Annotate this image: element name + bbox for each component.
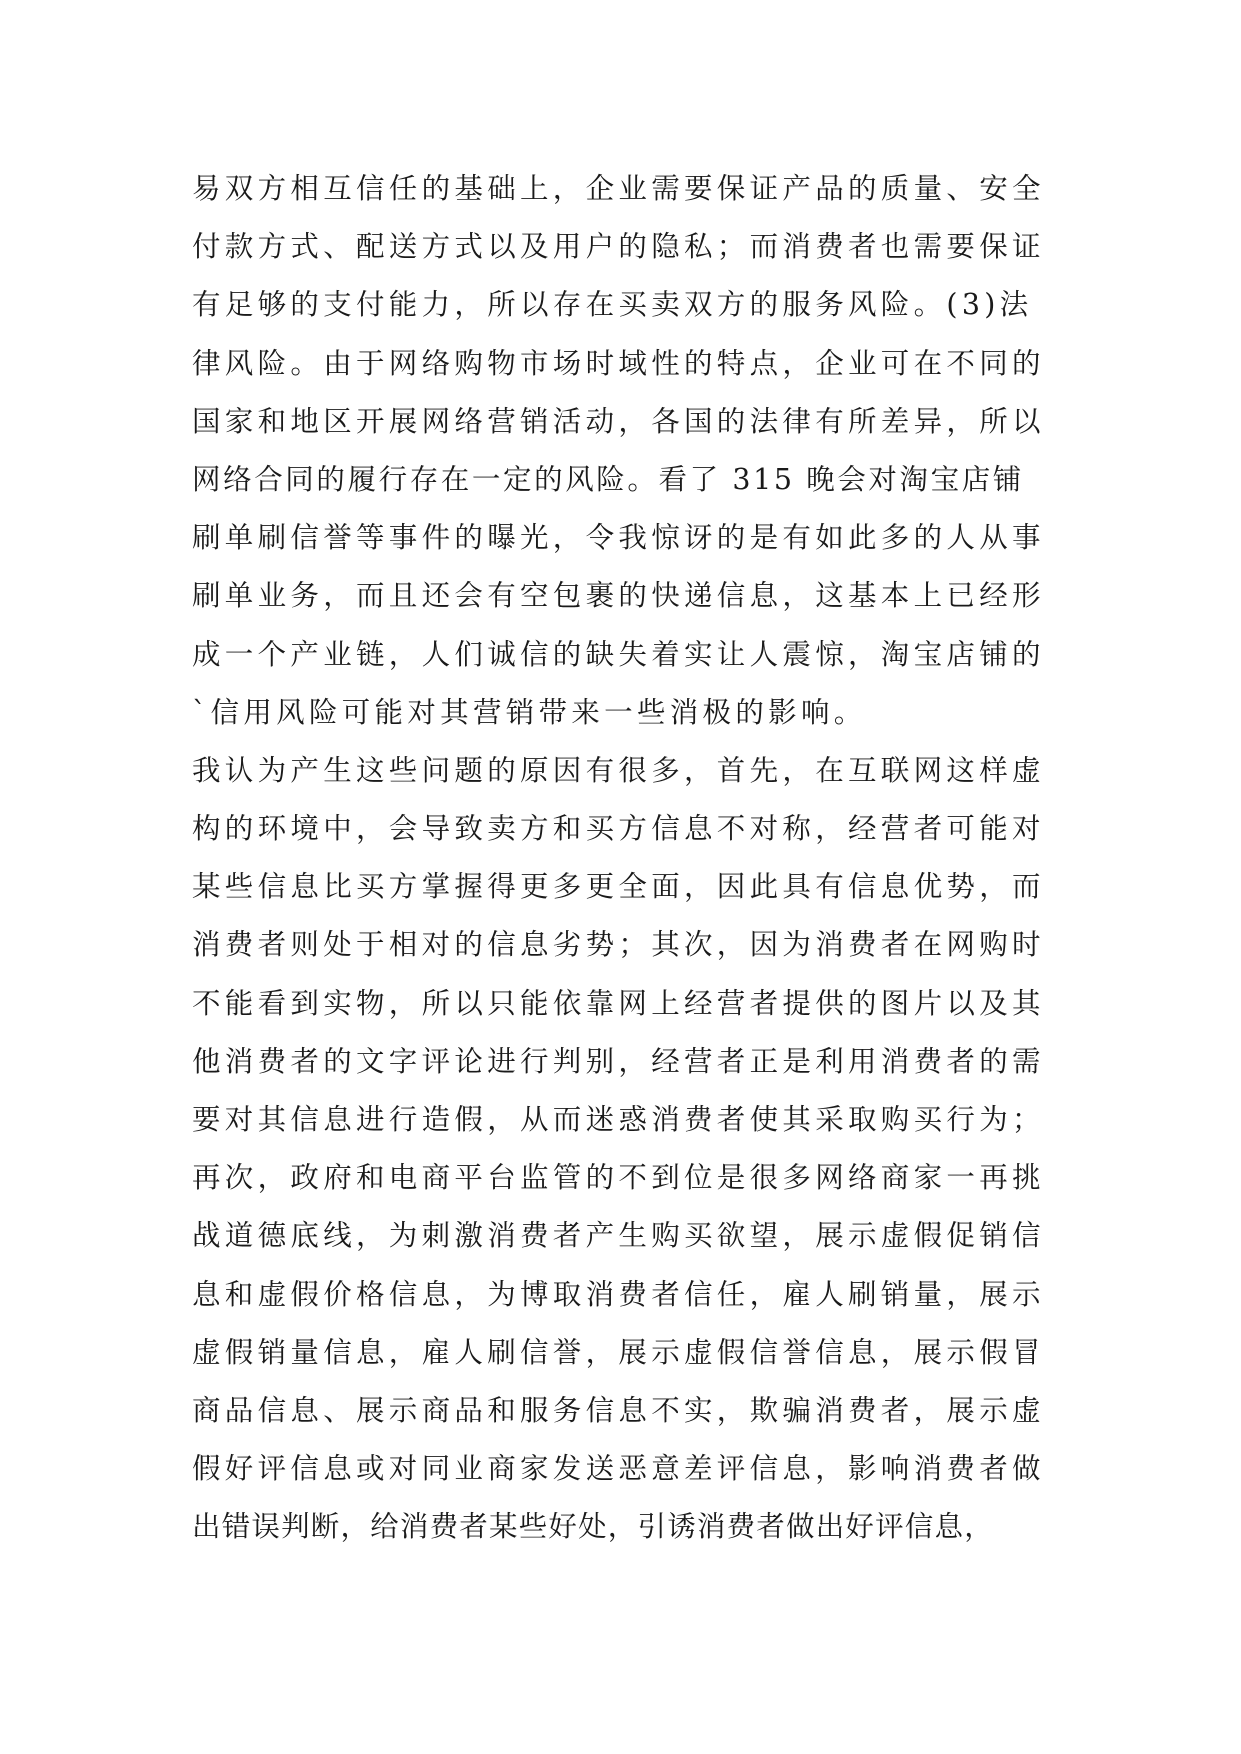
text-line: 战道德底线，为刺激消费者产生购买欲望，展示虚假促销信 <box>192 1219 1045 1253</box>
text-line: 刷单业务，而且还会有空包裹的快递信息，这基本上已经形 <box>192 579 1045 613</box>
text-line: 出错误判断，给消费者某些好处，引诱消费者做出好评信息， <box>192 1510 994 1544</box>
text-line: 有足够的支付能力，所以存在买卖双方的服务风险。(3)法 <box>192 288 1033 322</box>
text-line: 某些信息比买方掌握得更多更全面，因此具有信息优势，而 <box>192 870 1045 904</box>
body-text <box>192 160 1072 1557</box>
text-line: 不能看到实物，所以只能依靠网上经营者提供的图片以及其 <box>192 986 1045 1020</box>
text-line: 国家和地区开展网络营销活动，各国的法律有所差异，所以 <box>192 404 1045 438</box>
text-line: 付款方式、配送方式以及用户的隐私；而消费者也需要保证 <box>192 230 1045 264</box>
text-line: 律风险。由于网络购物市场时域性的特点，企业可在不同的 <box>192 346 1045 380</box>
text-line: 要对其信息进行造假，从而迷惑消费者使其采取购买行为； <box>192 1103 1045 1136</box>
text-line: 网络合同的履行存在一定的风险。看了 315 晚会对淘宝店铺 <box>192 462 1024 496</box>
text-line: 刷单刷信誉等事件的曝光，令我惊讶的是有如此多的人从事 <box>192 521 1045 555</box>
text-line: 虚假销量信息，雇人刷信誉，展示虚假信誉信息，展示假冒 <box>192 1335 1045 1369</box>
text-line: 假好评信息或对同业商家发送恶意差评信息，影响消费者做 <box>192 1452 1045 1486</box>
text-line: 我认为产生这些问题的原因有很多，首先，在互联网这样虚 <box>192 753 1045 787</box>
text-line: 构的环境中，会导致卖方和买方信息不对称，经营者可能对 <box>192 812 1045 846</box>
text-line: 再次，政府和电商平台监管的不到位是很多网络商家一再挑 <box>192 1161 1045 1195</box>
text-line: 消费者则处于相对的信息劣势；其次，因为消费者在网购时 <box>192 928 1045 962</box>
text-line: 商品信息、展示商品和服务信息不实，欺骗消费者，展示虚 <box>192 1393 1045 1427</box>
text-line: 成一个产业链，人们诚信的缺失着实让人震惊，淘宝店铺的 <box>192 637 1045 671</box>
text-line: 他消费者的文字评论进行判别，经营者正是利用消费者的需 <box>192 1044 1045 1078</box>
text-line: `信用风险可能对其营销带来一些消极的影响。 <box>192 695 867 729</box>
text-line: 易双方相互信任的基础上，企业需要保证产品的质量、安全 <box>192 172 1045 205</box>
text-line: 息和虚假价格信息，为博取消费者信任，雇人刷销量，展示 <box>192 1277 1045 1311</box>
